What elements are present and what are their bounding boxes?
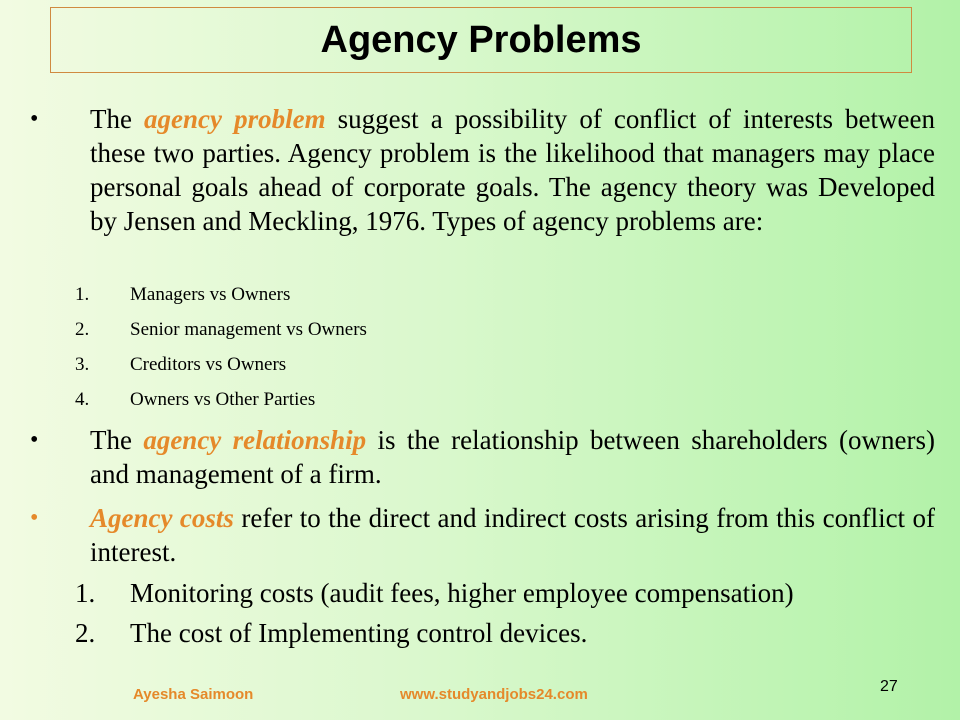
bullet-agency-relationship xyxy=(30,423,935,491)
list-item: 2. Senior management vs Owners xyxy=(75,319,367,340)
bullet-text: The agency problem suggest a possibility of conflict of interests between these two parties. Agency problem is the likelihood that managers may place personal goals ahead of corporate goals. The agency theory was Developed by Jensen and Meckling, 1976. Types of agency problems are: xyxy=(90,104,935,236)
highlight-term: agency relationship xyxy=(143,425,367,455)
page-number: 27 xyxy=(880,678,898,695)
list-item: 1. Monitoring costs (audit fees, higher employee compensation) xyxy=(75,578,794,608)
bullet-dot: • xyxy=(30,505,39,531)
list-item: 2. The cost of Implementing control devices. xyxy=(75,618,588,648)
list-item: 3. Creditors vs Owners xyxy=(75,354,287,375)
bullet-text: The agency relationship is the relationship between shareholders (owners) and management of a firm. xyxy=(90,425,935,489)
bullet-dot: • xyxy=(30,106,39,132)
list-item: 1. Managers vs Owners xyxy=(75,284,291,305)
slide-title: Agency Problems xyxy=(320,18,642,61)
highlight-term: agency problem xyxy=(144,104,326,134)
footer-website: www.studyandjobs24.com xyxy=(400,686,588,703)
bullet-text: Agency costs refer to the direct and indirect costs arising from this conflict of interest. xyxy=(90,503,935,567)
footer-author: Ayesha Saimoon xyxy=(133,686,254,703)
bullet-dot: • xyxy=(30,427,39,453)
bullet-agency-costs xyxy=(30,501,935,569)
highlight-term: Agency costs xyxy=(90,503,234,533)
title-box xyxy=(50,7,912,73)
bullet-agency-problem xyxy=(30,102,935,238)
list-item: 4. Owners vs Other Parties xyxy=(75,389,316,410)
